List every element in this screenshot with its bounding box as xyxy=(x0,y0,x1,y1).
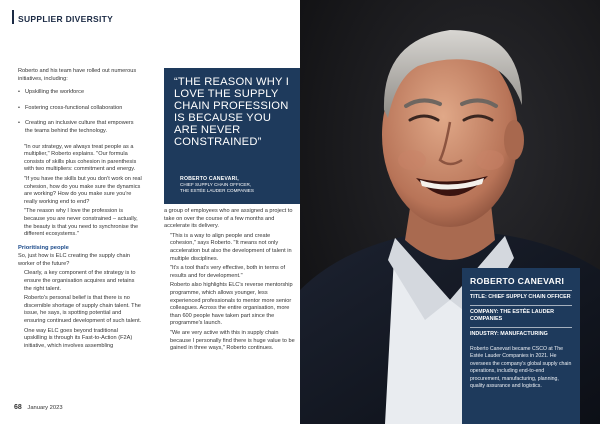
body-paragraph: Clearly, a key component of the strategy is to ensure the organisation acquires and retains the right talent. xyxy=(24,270,136,292)
body-paragraph: "In our strategy, we always treat people as a multiplier," Roberto explains. "Our formula consists of skills plus cohesion in parenthesis with two multipliers: commitment and energy. xyxy=(24,143,137,173)
quote-role-line: CHIEF SUPPLY CHAIN OFFICER, xyxy=(180,182,252,187)
quote-attribution-role xyxy=(180,182,254,194)
body-paragraph: "It's a tool that's very effective, both in terms of results and for development." xyxy=(170,265,286,279)
article-column-middle xyxy=(164,208,296,355)
profile-company-row xyxy=(470,305,572,323)
body-paragraph: "This is a way to align people and create cohesion," says Roberto. "It means not only acceleration but also the development of talent in multiple disciplines. xyxy=(170,232,292,262)
page-number: 68 xyxy=(14,404,22,411)
issue-date: January 2023 xyxy=(27,405,63,411)
page-footer xyxy=(14,404,63,411)
profile-title-value: CHIEF SUPPLY CHAIN OFFICER xyxy=(488,294,571,300)
subheading: Prioritising people xyxy=(18,244,69,251)
list-item: • Upskilling the workforce xyxy=(18,89,142,97)
quote-role-line: THE ESTÉE LAUDER COMPANIES xyxy=(180,188,254,193)
body-paragraph: Roberto's personal belief is that there is no discernible shortage of supply chain talent. The issue, he says, is spotting potential and ensuring continued development of such talent. xyxy=(24,295,142,325)
list-item: • Creating an inclusive culture that empowers the teams behind the technology. xyxy=(18,120,142,135)
profile-title-label: TITLE: xyxy=(470,294,487,300)
pull-quote-text: “THE REASON WHY I LOVE THE SUPPLY CHAIN PROFESSION IS BECAUSE YOU ARE NEVER CONSTRAINED” xyxy=(174,76,290,148)
body-paragraph: "If you have the skills but you don't work on real cohesion, how do you make sure the dynamics are working? How do you make sure you're really working end to end? xyxy=(24,175,142,205)
profile-bio: Roberto Canevari became CSCO at The Estée Lauder Companies in 2021. He oversees the company's global supply chain operations, including end-to-end procurement, manufacturing, planning, quality assurance and logistics. xyxy=(470,346,572,390)
profile-industry-value: MANUFACTURING xyxy=(500,331,548,337)
profile-card xyxy=(462,268,580,424)
quote-attribution-name: ROBERTO CANEVARI, xyxy=(180,176,239,182)
pull-quote-box xyxy=(164,68,300,204)
profile-name: ROBERTO CANEVARI xyxy=(470,276,565,286)
profile-title-row xyxy=(470,290,572,301)
profile-company-label: COMPANY: xyxy=(470,309,499,315)
body-paragraph: Roberto also highlights ELC's reverse mentorship programme, which allows younger, less experienced professionals to mentor more senior colleagues. Across the entire organisation, more than 600 people have taken part since the programme's launch. xyxy=(170,282,293,327)
body-paragraph: "We are very active with this in supply chain because I personally find there is huge value to be gained in three ways," Roberto continues. xyxy=(170,329,295,352)
body-paragraph: "The reason why I love the profession is because you are never constrained – actually, the beauty is that you need to synchronise the different ecosystems." xyxy=(24,208,139,238)
body-paragraph: One way ELC goes beyond traditional upskilling is through its Fast-to-Action (F2A) initiative, which involves assembling xyxy=(24,327,133,349)
intro-paragraph: Roberto and his team have rolled out numerous initiatives, including: xyxy=(18,68,137,82)
section-title: SUPPLIER DIVERSITY xyxy=(18,14,114,24)
profile-industry-label: INDUSTRY: xyxy=(470,331,499,337)
profile-company-value: THE ESTÉE LAUDER COMPANIES xyxy=(470,309,554,322)
initiatives-list xyxy=(18,89,142,135)
body-paragraph: a group of employees who are assigned a project to take on over the course of a few months and accelerate its delivery. xyxy=(164,208,293,230)
body-paragraph: So, just how is ELC creating the supply chain worker of the future? xyxy=(18,253,130,267)
list-item: • Fostering cross-functional collaboration xyxy=(18,105,142,113)
section-marker xyxy=(12,10,14,24)
article-column-left xyxy=(18,68,142,352)
profile-industry-row xyxy=(470,327,572,338)
